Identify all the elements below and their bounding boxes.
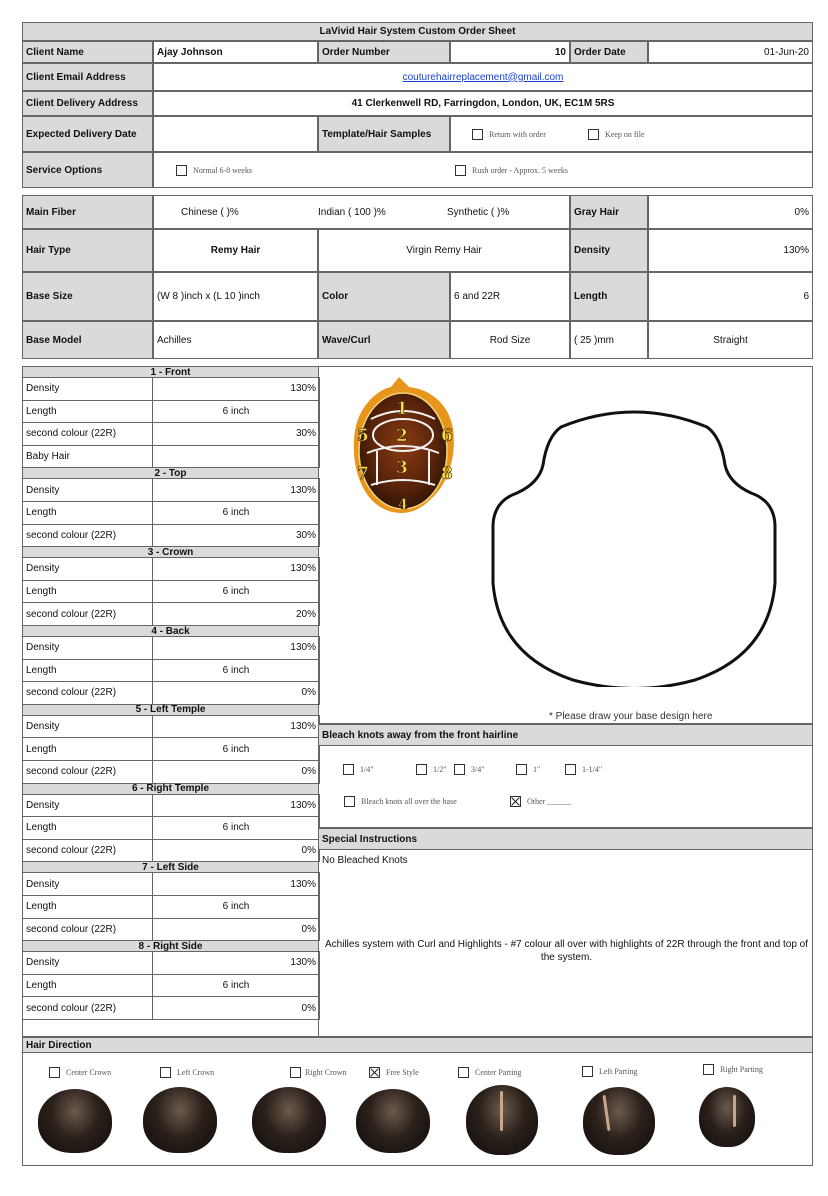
delivery-value[interactable] [153, 116, 318, 152]
zone-row-label: Length [22, 816, 153, 840]
zone-row-value[interactable]: 130% [152, 872, 320, 896]
zone-row-value[interactable]: 6 inch [152, 737, 320, 761]
zone-row-label: Density [22, 478, 153, 502]
bleach-option-label: 1/4" [360, 765, 374, 774]
zone-row-label: Length [22, 659, 153, 683]
zone-row-label: Length [22, 737, 153, 761]
checkbox-icon[interactable] [343, 764, 354, 775]
density-label: Density [570, 229, 648, 272]
zone-row-label: second colour (22R) [22, 524, 153, 548]
direction-center-parting[interactable] [458, 1067, 521, 1078]
zone-row-label: second colour (22R) [22, 918, 153, 942]
direction-option-label: Free Style [386, 1068, 419, 1077]
service-rush-label: Rush order - Approx. 5 weeks [472, 165, 568, 175]
bleach-other-label: Other ______ [527, 797, 572, 806]
center-parting-photo [466, 1085, 538, 1155]
special-line-1: No Bleached Knots [322, 855, 408, 866]
direction-right-crown[interactable] [290, 1067, 347, 1078]
zone-row-value[interactable]: 6 inch [152, 400, 320, 424]
zone-row-value[interactable]: 30% [152, 524, 320, 548]
base-size-value[interactable]: (W 8 )inch x (L 10 )inch [153, 272, 318, 321]
rod-size-label: Rod Size [450, 321, 570, 359]
checkbox-icon[interactable] [458, 1067, 469, 1078]
direction-right-parting[interactable] [703, 1064, 763, 1075]
right-crown-photo [252, 1087, 326, 1153]
zone-title: 7 - Left Side [22, 861, 319, 873]
zone-row-label: second colour (22R) [22, 839, 153, 863]
service-normal-label: Normal 6-8 weeks [193, 165, 253, 175]
length-label: Length [570, 272, 648, 321]
zone-row-label: Length [22, 501, 153, 525]
left-crown-photo [143, 1087, 217, 1153]
zone-row-label: Density [22, 377, 153, 401]
zone-row-value[interactable]: 30% [152, 422, 320, 446]
direction-free-style[interactable] [369, 1067, 419, 1078]
base-model-label: Base Model [22, 321, 153, 359]
sheet-title: LaVivid Hair System Custom Order Sheet [22, 22, 813, 41]
zone-title: 8 - Right Side [22, 940, 319, 952]
zone-row-label: Density [22, 715, 153, 739]
zone-number-8: 8 [441, 464, 453, 484]
center-crown-photo [38, 1089, 112, 1153]
template-label: Template/Hair Samples [318, 116, 450, 152]
checkbox-icon[interactable] [344, 796, 355, 807]
bleach-option-3[interactable] [454, 764, 485, 775]
zone-title: 5 - Left Temple [22, 704, 319, 716]
zone-row-value[interactable]: 130% [152, 478, 320, 502]
checkbox-icon[interactable] [455, 165, 466, 176]
zone-row-value[interactable]: 130% [152, 557, 320, 581]
bleach-option-label: 1-1/4" [582, 765, 603, 774]
checkbox-icon[interactable] [49, 1067, 60, 1078]
special-instructions-box[interactable] [318, 850, 813, 1037]
order-date-label: Order Date [570, 41, 648, 63]
checkbox-icon[interactable] [565, 764, 576, 775]
bleach-other-option[interactable] [510, 796, 571, 807]
zone-number-3: 3 [396, 458, 408, 478]
zone-row-label: Density [22, 794, 153, 818]
service-label: Service Options [22, 152, 153, 188]
service-rush-option[interactable] [455, 165, 568, 176]
fiber-chinese[interactable]: Chinese ( )% [181, 206, 239, 218]
checked-checkbox-icon[interactable] [510, 796, 521, 807]
bleach-label: Bleach knots away from the front hairline [318, 724, 813, 746]
zone-title: 3 - Crown [22, 546, 319, 558]
checkbox-icon[interactable] [472, 129, 483, 140]
zone-title: 1 - Front [22, 366, 319, 378]
density-value[interactable]: 130% [648, 229, 813, 272]
zone-row-value[interactable] [152, 445, 320, 469]
zone-row-value[interactable]: 0% [152, 681, 320, 705]
parting-line [500, 1091, 503, 1131]
length-value[interactable]: 6 [648, 272, 813, 321]
base-outline-drawing[interactable] [489, 405, 779, 687]
address-value[interactable]: 41 Clerkenwell RD, Farringdon, London, UK, EC1M 5RS [153, 91, 813, 116]
hair-direction-options [22, 1053, 813, 1166]
zone-number-4: 4 [398, 497, 408, 513]
main-fiber-label: Main Fiber [22, 195, 153, 229]
bleach-option-1[interactable] [343, 764, 374, 775]
email-link[interactable]: couturehairreplacement@gmail.com [402, 71, 564, 83]
zone-row-label: Density [22, 872, 153, 896]
email-label: Client Email Address [22, 63, 153, 91]
zone-title: 2 - Top [22, 467, 319, 479]
checkbox-icon[interactable] [416, 764, 427, 775]
template-keep-label: Keep on file [605, 129, 645, 139]
zone-row-label: Density [22, 557, 153, 581]
color-label: Color [318, 272, 450, 321]
direction-option-label: Left Parting [599, 1067, 638, 1076]
fiber-synthetic[interactable]: Synthetic ( )% [447, 206, 510, 218]
template-options [450, 116, 813, 152]
zone-row-label: Length [22, 400, 153, 424]
zone-map-icon [349, 373, 459, 521]
free-style-photo [356, 1089, 430, 1153]
zone-row-label: Baby Hair [22, 445, 153, 469]
hair-type-value-2[interactable]: Virgin Remy Hair [318, 229, 570, 272]
checked-checkbox-icon[interactable] [369, 1067, 380, 1078]
zone-row-label: Length [22, 895, 153, 919]
direction-option-label: Left Crown [177, 1068, 215, 1077]
left-parting-photo [583, 1087, 655, 1155]
wave-value[interactable]: Straight [648, 321, 813, 359]
checkbox-icon[interactable] [160, 1067, 171, 1078]
zone-row-label: second colour (22R) [22, 681, 153, 705]
base-size-label: Base Size [22, 272, 153, 321]
zone-row-value[interactable]: 0% [152, 760, 320, 784]
zone-number-1: 1 [396, 399, 408, 419]
zone-number-5: 5 [357, 426, 369, 446]
zone-row-label: Density [22, 636, 153, 660]
zone-row-value[interactable]: 6 inch [152, 895, 320, 919]
bleach-all-over-option[interactable] [344, 796, 457, 807]
checkbox-icon[interactable] [290, 1067, 301, 1078]
zone-row-label: Length [22, 974, 153, 998]
delivery-label: Expected Delivery Date [22, 116, 153, 152]
order-number-value[interactable]: 10 [450, 41, 570, 63]
bleach-all-over-label: Bleach knots all over the base [361, 797, 457, 806]
gray-hair-label: Gray Hair [570, 195, 648, 229]
special-label: Special Instructions [318, 828, 813, 850]
zone-number-7: 7 [357, 464, 369, 484]
bleach-option-label: 3/4" [471, 765, 485, 774]
zone-number-6: 6 [441, 426, 453, 446]
zone-row-value[interactable]: 130% [152, 715, 320, 739]
zone-row-label: Length [22, 580, 153, 604]
direction-left-parting[interactable] [582, 1066, 637, 1077]
fiber-indian[interactable]: Indian ( 100 )% [318, 206, 386, 218]
parting-line [603, 1095, 611, 1131]
address-label: Client Delivery Address [22, 91, 153, 116]
order-number-label: Order Number [318, 41, 450, 63]
checkbox-icon[interactable] [454, 764, 465, 775]
checkbox-icon[interactable] [176, 165, 187, 176]
direction-option-label: Center Parting [475, 1068, 522, 1077]
right-parting-photo [699, 1087, 755, 1147]
direction-option-label: Right Crown [305, 1068, 347, 1077]
bleach-option-5[interactable] [565, 764, 602, 775]
client-name-label: Client Name [22, 41, 153, 63]
zone-row-value[interactable]: 130% [152, 636, 320, 660]
zone-row-value[interactable]: 6 inch [152, 974, 320, 998]
checkbox-icon[interactable] [582, 1066, 593, 1077]
zone-row-label: second colour (22R) [22, 422, 153, 446]
bleach-option-label: 1" [533, 765, 541, 774]
zone-row-label: Density [22, 951, 153, 975]
zone-row-label: second colour (22R) [22, 602, 153, 626]
zone-row-value[interactable]: 130% [152, 951, 320, 975]
zone-row-value[interactable]: 6 inch [152, 580, 320, 604]
rod-size-value[interactable]: ( 25 )mm [570, 321, 648, 359]
bleach-option-2[interactable] [416, 764, 447, 775]
zone-row-value[interactable]: 20% [152, 602, 320, 626]
main-fiber-values [153, 195, 570, 229]
zone-title: 4 - Back [22, 625, 319, 637]
checkbox-icon[interactable] [516, 764, 527, 775]
hair-type-value[interactable]: Remy Hair [153, 229, 318, 272]
zone-row-label: second colour (22R) [22, 760, 153, 784]
zone-row-value[interactable]: 6 inch [152, 816, 320, 840]
template-keep-option[interactable] [588, 129, 645, 140]
zone-row-value[interactable]: 0% [152, 996, 320, 1020]
base-model-value[interactable]: Achilles [153, 321, 318, 359]
zones-table [22, 366, 319, 1037]
template-return-option[interactable] [472, 129, 546, 140]
hair-direction-label: Hair Direction [22, 1037, 813, 1053]
zone-row-value[interactable]: 0% [152, 918, 320, 942]
service-options [153, 152, 813, 188]
gray-hair-value[interactable]: 0% [648, 195, 813, 229]
zone-row-value[interactable]: 130% [152, 794, 320, 818]
zone-title: 6 - Right Temple [22, 783, 319, 795]
parting-line [733, 1095, 736, 1127]
zone-row-value[interactable]: 0% [152, 839, 320, 863]
zone-row-label: second colour (22R) [22, 996, 153, 1020]
template-return-label: Return with order [489, 129, 546, 139]
bleach-options [318, 746, 813, 828]
wave-curl-label: Wave/Curl [318, 321, 450, 359]
direction-left-crown[interactable] [160, 1067, 214, 1078]
checkbox-icon[interactable] [588, 129, 599, 140]
direction-option-label: Right Parting [720, 1065, 763, 1074]
direction-center-crown[interactable] [49, 1067, 111, 1078]
zone-row-value[interactable]: 6 inch [152, 501, 320, 525]
diagram-area [318, 366, 813, 724]
bleach-option-label: 1/2" [433, 765, 447, 774]
zone-number-2: 2 [396, 426, 408, 446]
direction-option-label: Center Crown [66, 1068, 112, 1077]
client-name-value[interactable]: Ajay Johnson [153, 41, 318, 63]
order-date-value[interactable]: 01-Jun-20 [648, 41, 813, 63]
hair-type-label: Hair Type [22, 229, 153, 272]
zone-row-value[interactable]: 6 inch [152, 659, 320, 683]
checkbox-icon[interactable] [703, 1064, 714, 1075]
email-value[interactable] [153, 63, 813, 91]
special-line-2: Achilles system with Curl and Highlights - #7 colour all over with highlights of 22R through the front and top of the system. [324, 939, 809, 963]
bleach-option-4[interactable] [516, 764, 540, 775]
draw-note: * Please draw your base design here [549, 711, 713, 722]
zone-row-value[interactable]: 130% [152, 377, 320, 401]
color-value[interactable]: 6 and 22R [450, 272, 570, 321]
service-normal-option[interactable] [176, 165, 252, 176]
